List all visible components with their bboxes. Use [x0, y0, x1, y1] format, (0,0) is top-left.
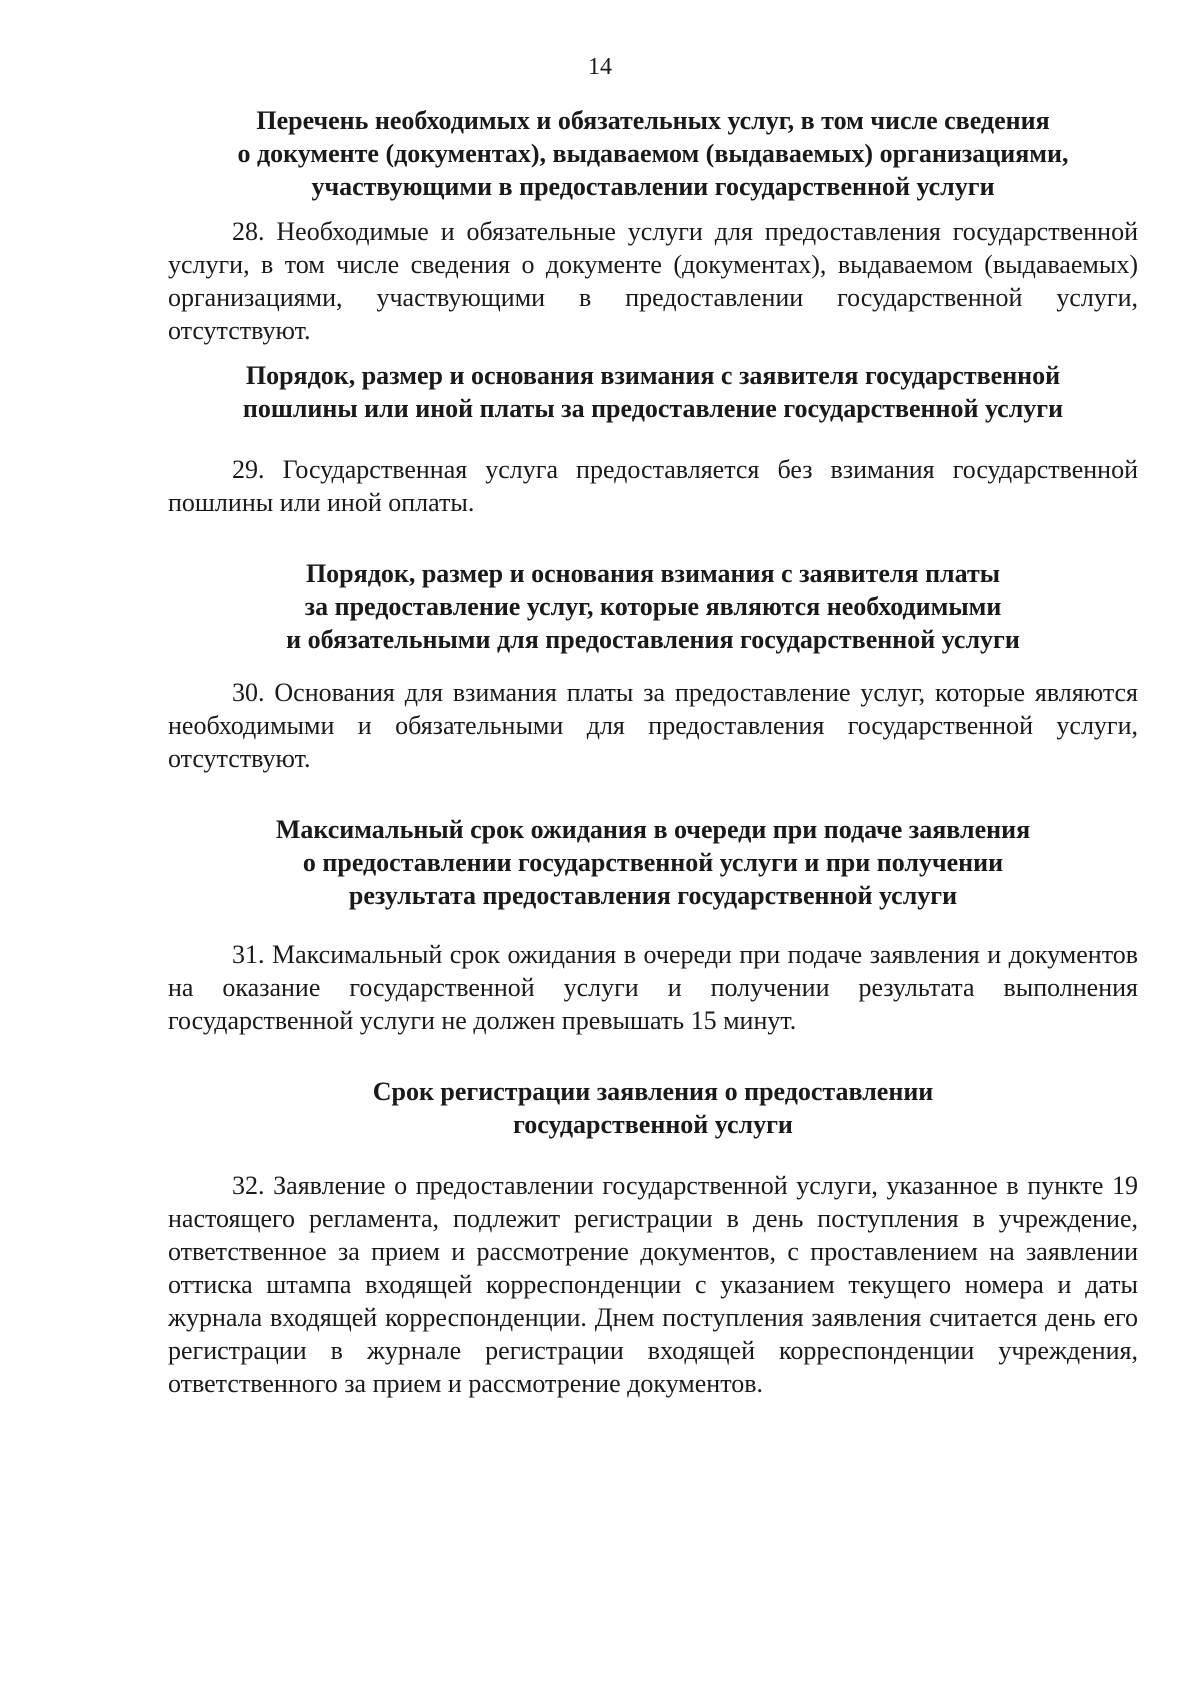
section-heading — [168, 104, 1138, 203]
section-heading — [168, 359, 1138, 425]
section-29 — [168, 359, 1138, 519]
section-31 — [168, 813, 1138, 1037]
section-32 — [168, 1075, 1138, 1400]
heading-line: о предоставлении государственной услуги и при получении — [302, 848, 1004, 877]
heading-line: Порядок, размер и основания взимания с заявителя государственной — [245, 361, 1061, 390]
heading-line: и обязательными для предоставления государственной услуги — [286, 625, 1020, 654]
paragraph-30: 30. Основания для взимания платы за предоставление услуг, которые являются необходимыми и обязательными для предоставления государственной услуги, отсутствуют. — [168, 678, 1138, 773]
heading-line: Перечень необходимых и обязательных услуг, в том числе сведения — [256, 106, 1050, 135]
heading-line: пошлины или иной платы за предоставление государственной услуги — [242, 394, 1064, 423]
heading-line: Максимальный срок ожидания в очереди при подаче заявления — [275, 815, 1031, 844]
section-heading — [168, 557, 1138, 656]
section-28 — [168, 104, 1138, 347]
section-heading — [168, 813, 1138, 912]
paragraph-32: 32. Заявление о предоставлении государственной услуги, указанное в пункте 19 настоящего регламента, подлежит регистрации в день поступления в учреждение, ответственное за прием и рассмотрение документов, с проставлением на заявлении оттиска штампа входящей корреспонденции с указанием текущего номера и даты журнала входящей корреспонденции. Днем поступления заявления считается день его регистрации в журнале регистрации входящей корреспонденции учреждения, ответственного за прием и рассмотрение документов. — [168, 1171, 1138, 1398]
heading-line: за предоставление услуг, которые являются необходимыми — [304, 592, 1002, 621]
heading-line: результата предоставления государственной услуги — [348, 881, 958, 910]
heading-line: участвующими в предоставлении государственной услуги — [311, 172, 995, 201]
heading-line: о документе (документах), выдаваемом (выдаваемых) организациями, — [237, 139, 1069, 168]
heading-line: Срок регистрации заявления о предоставлении — [372, 1077, 934, 1106]
document-body — [168, 104, 1138, 1400]
section-heading — [168, 1075, 1138, 1141]
heading-line: Порядок, размер и основания взимания с заявителя платы — [305, 559, 1001, 588]
paragraph-29: 29. Государственная услуга предоставляется без взимания государственной пошлины или иной оплаты. — [168, 455, 1138, 517]
paragraph-31: 31. Максимальный срок ожидания в очереди при подаче заявления и документов на оказание государственной услуги и получении результата выполнения государственной услуги не должен превышать 15 минут. — [168, 940, 1138, 1035]
section-30 — [168, 557, 1138, 775]
paragraph-28: 28. Необходимые и обязательные услуги для предоставления государственной услуги, в том числе сведения о документе (документах), выдаваемом (выдаваемых) организациями, участвующими в предоставлении государственной услуги, отсутствуют. — [168, 217, 1138, 345]
heading-line: государственной услуги — [513, 1110, 793, 1139]
page-number: 14 — [588, 54, 612, 80]
